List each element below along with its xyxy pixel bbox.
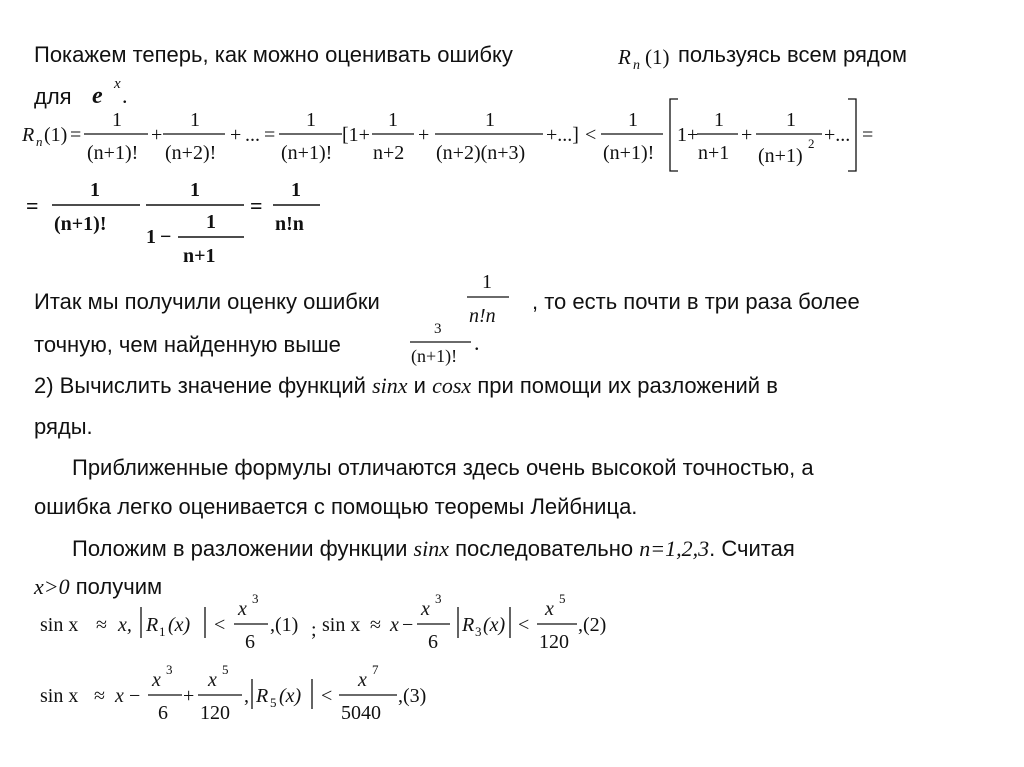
math-s2-num-x: x (545, 598, 554, 620)
math-s3-den2: 120 (200, 702, 230, 724)
math-s2-num-pow: 3 (435, 591, 442, 606)
math-l3-den4: n+2 (373, 142, 405, 164)
text-line-1a: Покажем теперь, как можно оценивать ошибку (34, 42, 513, 67)
math-s3-R: R (256, 685, 269, 707)
math-l3-den3: (n+1)! (281, 142, 333, 164)
math-l4-num3: 1 (206, 211, 216, 233)
math-s2-x: x (390, 614, 399, 636)
math-l3-eq3: = (862, 124, 874, 146)
math-Rn-1-arg: (1) (645, 45, 670, 69)
text-p5-b: последовательно (455, 536, 634, 561)
math-s3-approx: ≈ (94, 685, 105, 707)
math-l3-den2: (n+2)! (165, 142, 217, 164)
math-l3-den7: n+1 (698, 142, 730, 164)
text-p5-x: x>0 (34, 574, 70, 599)
math-s3-Rarg: (x) (279, 685, 302, 707)
math-s1-Rsub: 1 (159, 624, 166, 639)
math-l4-eq2: = (250, 193, 263, 218)
math-s3-plus: + (183, 685, 195, 707)
math-l3-num3: 1 (306, 109, 316, 131)
math-s2-den: 6 (428, 631, 438, 653)
math-l3-arg: (1) (44, 124, 68, 146)
math-l3-bracket-close: +...] (546, 124, 579, 146)
math-p2-den1: n!n (469, 305, 496, 327)
math-s2-R: R (462, 614, 475, 636)
text-p5-n: n=1,2,3 (639, 536, 710, 561)
math-l4-num4: 1 (291, 179, 301, 201)
math-l3-num8: 1 (786, 109, 796, 131)
math-s2-num-pow: 5 (559, 591, 566, 606)
math-Rn-1-sub: n (633, 58, 640, 73)
math-l4-num2: 1 (190, 179, 200, 201)
math-l3-den8-sq: 2 (808, 136, 815, 151)
text-p3-line2: ряды. (34, 414, 93, 439)
math-s1-den: 6 (245, 631, 255, 653)
math-s3-num3-x: x (358, 669, 367, 691)
math-s3-num2-pow: 5 (222, 662, 229, 677)
math-s3-den1: 6 (158, 702, 168, 724)
math-Rn-1: R (618, 45, 631, 69)
text-p4-line1: Приближенные формулы отличаются здесь очень высокой точностью, а (72, 455, 814, 480)
math-s3-num2-x: x (208, 669, 217, 691)
math-s3-num1-x: x (152, 669, 161, 691)
math-l4-den3: n+1 (183, 245, 216, 267)
math-e-sup: x (114, 76, 121, 92)
text-p2-a: Итак мы получили оценку ошибки (34, 289, 380, 314)
math-l3-dots1: ... (245, 124, 260, 146)
math-l3-plus4: + (741, 124, 753, 146)
text-p3-b: при помощи их разложений в (477, 373, 778, 398)
math-l3-eq2: = (264, 124, 276, 146)
math-l4-den1: (n+1)! (54, 213, 107, 235)
math-s3-x: x (115, 685, 124, 707)
math-s3-sinx: sin x (40, 685, 79, 707)
math-s1-lt: < (214, 614, 226, 636)
math-l3-den8: (n+1) (758, 145, 803, 167)
math-s1-R: R (146, 614, 159, 636)
text-p3-sinx: sinx (372, 373, 408, 398)
math-l3-num6: 1 (628, 109, 638, 131)
math-s2-minus: − (402, 614, 414, 636)
math-l3-den1: (n+1)! (87, 142, 139, 164)
math-l3-den5: (n+2)(n+3) (436, 142, 526, 164)
math-s1-semicolon: ; (311, 619, 317, 641)
math-l3-plus3: + (418, 124, 430, 146)
math-s1-sinx: sin x (40, 614, 79, 636)
math-s1-num-x: x (238, 598, 247, 620)
math-l3-num2: 1 (190, 109, 200, 131)
math-l3-Rsub: n (36, 134, 43, 149)
math-s3-num3-pow: 7 (372, 662, 379, 677)
math-s2-den: 120 (539, 631, 569, 653)
text-p5-c: . Считая (709, 536, 795, 561)
math-l3-bracket-open: [1+ (342, 124, 370, 146)
math-l4-eq1: = (26, 193, 39, 218)
math-s2-num-x: x (421, 598, 430, 620)
math-s3-minus: − (129, 685, 141, 707)
math-e: e (92, 83, 103, 109)
math-s3-den3: 5040 (341, 702, 381, 724)
math-s1-Rarg: (x) (168, 614, 191, 636)
math-s1-approx: ≈ (96, 614, 107, 636)
text-p4-line2: ошибка легко оценивается с помощью теоремы Лейбница. (34, 494, 638, 519)
math-e-dot: . (122, 83, 128, 108)
math-s2-Rsub: 3 (475, 624, 482, 639)
math-p2-num1: 1 (482, 271, 492, 293)
math-p2-dot: . (474, 330, 480, 355)
math-s2-label: ,(2) (578, 614, 607, 636)
math-l3-den6: (n+1)! (603, 142, 655, 164)
math-l4-one: 1 (146, 226, 156, 248)
math-s1-x: x, (118, 614, 132, 636)
text-p5-got: получим (75, 574, 163, 599)
text-line-2: для (34, 84, 72, 109)
math-s1-label: ,(1) (270, 614, 299, 636)
text-p3-cosx: cosx (432, 373, 472, 398)
math-s3-lt: < (321, 685, 333, 707)
math-l3-R: R (22, 124, 35, 146)
math-l3-num4: 1 (388, 109, 398, 131)
math-p2-num2: 3 (434, 321, 442, 337)
math-l4-num1: 1 (90, 179, 100, 201)
math-l3-plus1: + (151, 124, 163, 146)
text-p3-a: 2) Вычислить значение функций (34, 373, 366, 398)
math-s2-Rarg: (x) (483, 614, 506, 636)
text-line-1b: пользуясь всем рядом (678, 42, 908, 67)
math-l3-one-plus: 1+ (677, 124, 699, 146)
math-p2-den2: (n+1)! (411, 346, 458, 366)
text-p3-and: и (413, 373, 426, 398)
math-l3-num5: 1 (485, 109, 495, 131)
math-l3-lt: < (585, 124, 597, 146)
math-s3-label: ,(3) (398, 685, 427, 707)
math-l3-plus-dots: +... (824, 124, 851, 146)
math-s3-comma: , (244, 685, 249, 707)
math-l3-plus2: + (230, 124, 242, 146)
math-s2-sinx: sin x (322, 614, 361, 636)
text-p5-a: Положим в разложении функции (72, 536, 408, 561)
math-l4-den4: n!n (275, 213, 304, 235)
math-s3-num1-pow: 3 (166, 662, 173, 677)
text-p2-b: , то есть почти в три раза более (532, 289, 860, 314)
math-s3-Rsub: 5 (270, 695, 277, 710)
math-s1-num-pow: 3 (252, 591, 259, 606)
math-s2-lt: < (518, 614, 530, 636)
text-p2-line2: точную, чем найденную выше (34, 332, 341, 357)
math-s2-approx: ≈ (370, 614, 381, 636)
math-l3-eq1: = (70, 124, 82, 146)
text-p5-sinx: sinx (413, 536, 449, 561)
math-l3-num1: 1 (112, 109, 122, 131)
math-l3-num7: 1 (714, 109, 724, 131)
math-l4-minus: − (160, 226, 172, 248)
